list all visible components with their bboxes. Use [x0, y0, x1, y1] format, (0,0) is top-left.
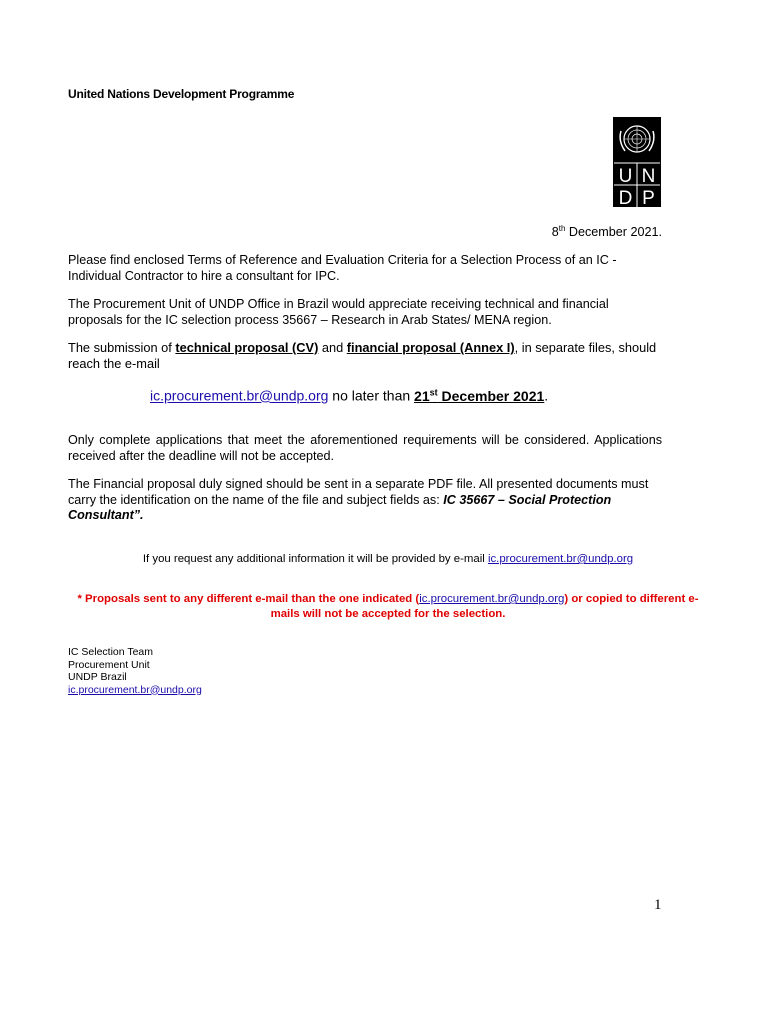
undp-logo — [613, 117, 661, 207]
warning-notice: * Proposals sent to any different e-mail than the one indicated (ic.procurement.br@undp.org) or copied to different e-mails will not be accepted for the selection. — [77, 593, 699, 620]
paragraph-requirements: Only complete applications that meet the aforementioned requirements will be considered. Applications received after the deadline will not be accepted. — [68, 433, 662, 463]
info-line: If you request any additional information it will be provided by e-mail ic.procurement.br@undp.org — [142, 553, 634, 565]
financial-proposal-label: financial proposal (Annex I) — [346, 340, 515, 355]
paragraph-intro: Please find enclosed Terms of Reference and Evaluation Criteria for a Selection Process of an IC - Individual Contractor to hire a consultant for IPC. — [68, 253, 617, 283]
submission-email-line: ic.procurement.br@undp.org no later than 21st December 2021. — [150, 387, 549, 404]
logo-letter-d: D — [618, 188, 633, 207]
logo-letter-u: U — [618, 166, 633, 187]
organization-name: United Nations Development Programme — [68, 87, 295, 101]
letter-date: 8th December 2021. — [551, 224, 662, 240]
signature-email-link[interactable]: ic.procurement.br@undp.org — [68, 683, 202, 696]
paragraph-financial: The Financial proposal duly signed should be sent in a separate PDF file. All presented documents must carry the identification on the name of the file and subject fields as: IC 35667 – Social Protection Consultant”. — [68, 477, 649, 522]
signature-team: IC Selection Team — [68, 646, 154, 658]
deadline-date: 21st December 2021 — [414, 387, 545, 404]
signature-block — [68, 646, 202, 696]
logo-letter-n: N — [641, 166, 656, 187]
paragraph-submission: The submission of technical proposal (CV) and financial proposal (Annex I), in separate files, should reach the e-mail — [68, 340, 657, 371]
submission-email-link[interactable]: ic.procurement.br@undp.org — [150, 387, 329, 404]
page-number: 1 — [654, 897, 662, 913]
signature-office: UNDP Brazil — [68, 671, 127, 683]
technical-proposal-label: technical proposal (CV) — [175, 340, 319, 355]
warning-email-link[interactable]: ic.procurement.br@undp.org — [419, 593, 565, 605]
paragraph-procurement: The Procurement Unit of UNDP Office in Brazil would appreciate receiving technical and financial proposals for the IC selection process 35667 – Research in Arab States/ MENA region. — [68, 297, 609, 327]
info-email-link[interactable]: ic.procurement.br@undp.org — [487, 553, 634, 565]
logo-letter-p: P — [642, 188, 655, 207]
un-emblem-icon — [620, 126, 654, 152]
signature-unit: Procurement Unit — [68, 658, 150, 671]
subject-identifier: IC 35667 – Social Protection Consultant”. — [68, 492, 612, 522]
